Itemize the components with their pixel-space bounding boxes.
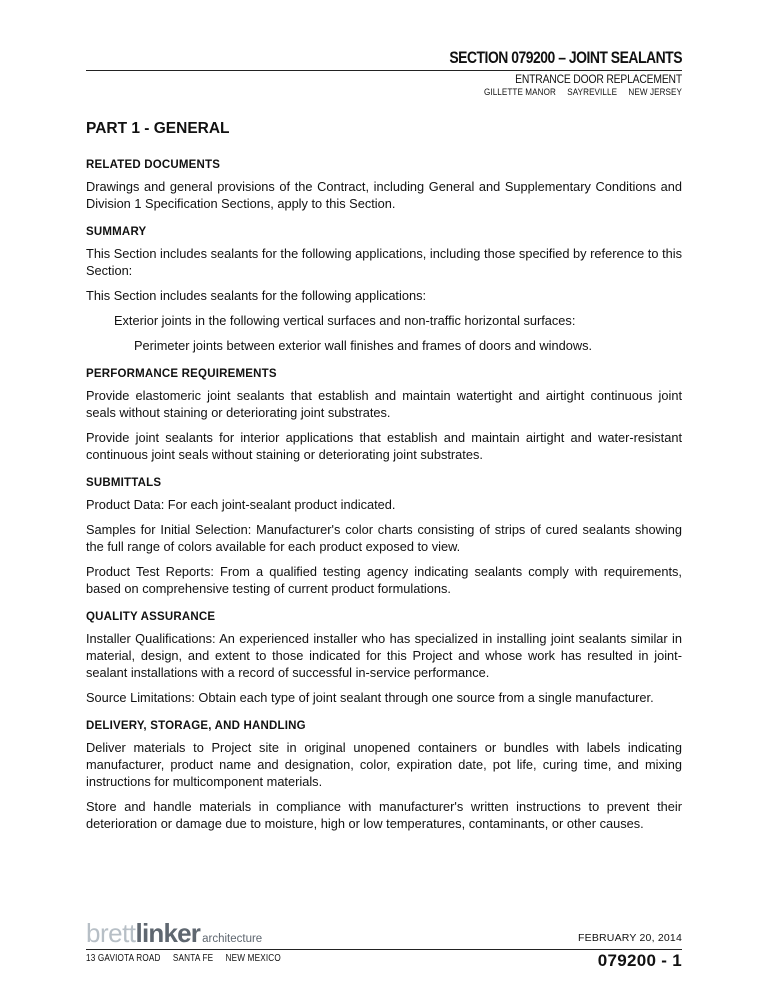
logo-linker: linker [135,918,201,948]
paragraph-indent-2: Perimeter joints between exterior wall finishes and frames of doors and windows. [134,338,593,353]
section-heading: SUBMITTALS [86,477,162,489]
location-building: GILLETTE MANOR [483,87,556,97]
section-title: SECTION 079200 – JOINT SEALANTS [449,48,682,67]
header-rule [86,70,682,71]
paragraph: Deliver materials to Project site in original unopened containers or bundles with labels indicating manufacturer, product name and designation, color, expiration date, pot life, curing time, and mixing instructions for multicomponent materials. [86,740,682,789]
section-heading: SUMMARY [86,226,147,238]
section-quality-assurance [86,611,682,706]
address-state: NEW MEXICO [225,953,281,964]
firm-address [86,953,291,964]
paragraph: Provide joint sealants for interior applications that establish and maintain airtight and water-resistant continuous joint seals without staining or deteriorating joint substrates. [86,430,682,462]
logo-architecture: architecture [202,933,263,945]
page-header [86,48,682,97]
section-heading: DELIVERY, STORAGE, AND HANDLING [86,720,306,732]
paragraph: Product Test Reports: From a qualified testing agency indicating sealants comply with requirements, based on comprehensive testing of current product formulations. [86,564,682,596]
section-delivery-storage-handling [86,720,682,832]
section-heading: RELATED DOCUMENTS [86,159,221,171]
brettlinker-logo [86,918,262,949]
paragraph: Drawings and general provisions of the Contract, including General and Supplementary Conditions and Division 1 Specification Sections, apply to this Section. [86,179,682,211]
project-location [146,87,682,97]
part-title: PART 1 - GENERAL [86,120,230,137]
location-state: NEW JERSEY [628,87,682,97]
paragraph: Store and handle materials in compliance with manufacturer's written instructions to prevent their deterioration or damage due to moisture, high or low temperatures, contaminants, or other causes. [86,799,682,831]
project-title: ENTRANCE DOOR REPLACEMENT [515,74,682,86]
paragraph: This Section includes sealants for the following applications: [86,288,427,303]
section-performance-requirements [86,368,682,463]
page-number: 079200 - 1 [597,951,682,970]
footer-date: FEBRUARY 20, 2014 [578,932,682,944]
footer-rule [86,949,682,950]
location-city: SAYREVILLE [567,87,618,97]
section-related-documents [86,159,682,212]
section-submittals [86,477,682,597]
logo-brett: brett [86,918,136,948]
paragraph: Samples for Initial Selection: Manufacturer's color charts consisting of strips of cured sealants showing the full range of colors available for each product exposed to view. [86,522,682,554]
section-summary [86,226,682,354]
paragraph-indent-1: Exterior joints in the following vertical surfaces and non-traffic horizontal surfaces: [114,313,576,328]
document-body [86,120,682,846]
paragraph: Provide elastomeric joint sealants that establish and maintain watertight and airtight continuous joint seals without staining or deteriorating joint substrates. [86,388,682,420]
paragraph: Installer Qualifications: An experienced installer who has specialized in installing joint sealants similar in material, design, and extent to those indicated for this Project and whose work has resulted in joint-sealant installations with a record of successful in-service performance. [86,631,682,680]
paragraph: Product Data: For each joint-sealant product indicated. [86,497,396,512]
section-heading: PERFORMANCE REQUIREMENTS [86,368,277,380]
address-street: 13 GAVIOTA ROAD [86,953,161,964]
paragraph: This Section includes sealants for the following applications, including those specified by reference to this Section: [86,246,682,278]
paragraph: Source Limitations: Obtain each type of joint sealant through one source from a single manufacturer. [86,690,654,705]
section-heading: QUALITY ASSURANCE [86,611,216,623]
address-city: SANTA FE [172,953,214,964]
